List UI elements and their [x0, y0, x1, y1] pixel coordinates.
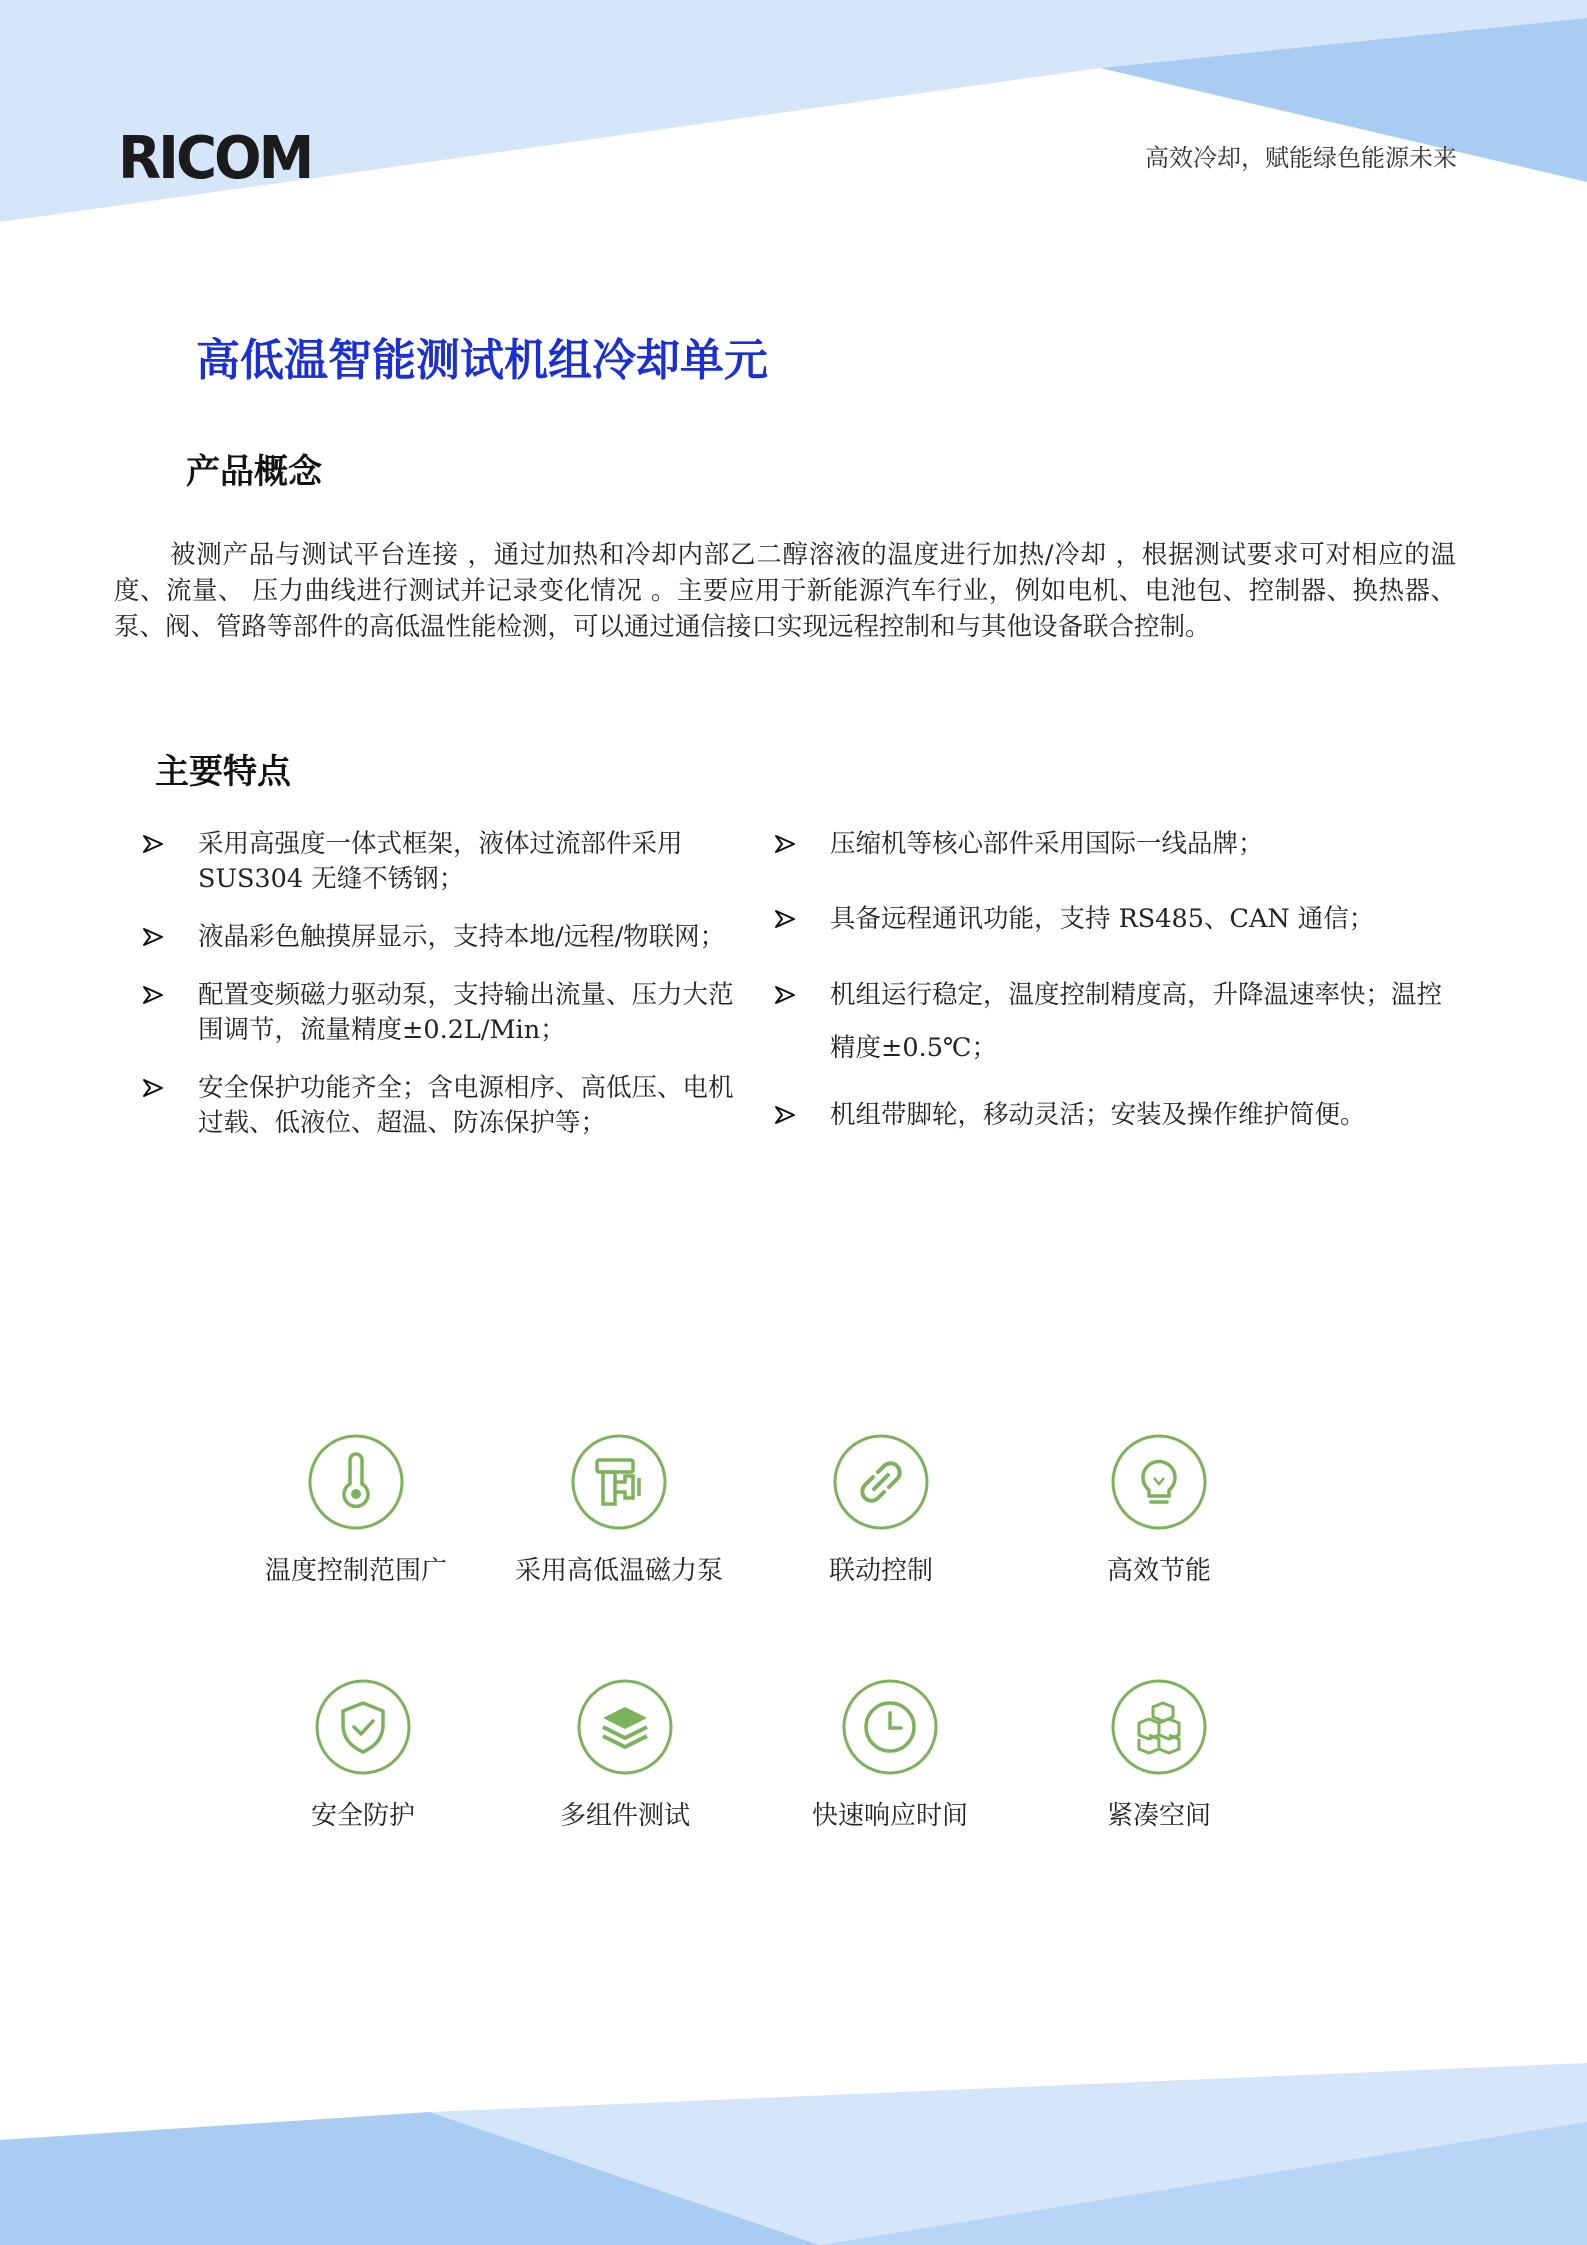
- feature-item: [772, 969, 1462, 1075]
- lightbulb-icon: [1109, 1432, 1209, 1532]
- feature-text: 压缩机等核心部件采用国际一线品牌；: [830, 829, 1264, 859]
- arrow-bullet-icon: [774, 833, 796, 855]
- icon-label: 采用高低温磁力泵: [514, 1556, 723, 1586]
- feature-text: 液晶彩色触摸屏显示，支持本地/远程/物联网；: [198, 922, 726, 952]
- feature-text: 机组运行稳定，温度控制精度高，升降温速率快；温控精度±0.5℃；: [830, 980, 1443, 1063]
- arrow-bullet-icon: [774, 1104, 796, 1126]
- feature-item: [772, 827, 1462, 862]
- feature-text: 采用高强度一体式框架，液体过流部件采用 SUS304 无缝不锈钢；: [198, 829, 683, 894]
- page-title: 高低温智能测试机组冷却单元: [196, 335, 768, 386]
- arrow-bullet-icon: [142, 1077, 164, 1099]
- feature-text: 机组带脚轮，移动灵活；安装及操作维护简便。: [830, 1100, 1366, 1130]
- layers-icon: [575, 1677, 675, 1777]
- feature-item: [140, 920, 740, 955]
- features-right-list: [772, 827, 1462, 1133]
- pump-icon: [569, 1432, 669, 1532]
- feature-item: [140, 978, 740, 1048]
- header-tagline: 高效冷却，赋能绿色能源未来: [1145, 144, 1457, 172]
- ricom-logo: RICOM: [118, 124, 312, 193]
- icon-label: 快速响应时间: [811, 1801, 968, 1831]
- boxes-icon: [1109, 1677, 1209, 1777]
- concept-paragraph: 被测产品与测试平台连接 ，通过加热和冷却内部乙二醇溶液的温度进行加热/冷却 ，根据测试要求可对相应的温度、流量、 压力曲线进行测试并记录变化情况 。主要应用于新能源汽车行业，例如电机、电池包、控制器、换热器、泵、阀、管路等部件的高低温性能检测，可以通过通信接口实现远程控制和与其他设备联合控制。: [114, 540, 1456, 642]
- link-icon: [831, 1432, 931, 1532]
- shield-icon: [313, 1677, 413, 1777]
- feature-icon-temperature: [226, 1432, 486, 1587]
- feature-icon-linkage: [751, 1432, 1011, 1587]
- feature-icon-energy: [1029, 1432, 1289, 1587]
- features-left-list: [140, 827, 740, 1164]
- feature-icon-safety: [233, 1677, 493, 1832]
- arrow-bullet-icon: [142, 833, 164, 855]
- arrow-bullet-icon: [142, 926, 164, 948]
- icon-label: 多组件测试: [559, 1801, 690, 1831]
- icon-label: 紧凑空间: [1106, 1801, 1211, 1831]
- feature-item: [140, 1071, 740, 1141]
- clock-icon: [840, 1677, 940, 1777]
- feature-icon-compact: [1029, 1677, 1289, 1832]
- feature-text: 安全保护功能齐全；含电源相序、高低压、电机过载、低液位、超温、防冻保护等；: [198, 1073, 734, 1138]
- icon-label: 安全防护: [310, 1801, 415, 1831]
- concept-heading: 产品概念: [186, 452, 322, 492]
- feature-item: [772, 1098, 1462, 1133]
- feature-text: 配置变频磁力驱动泵，支持输出流量、压力大范围调节，流量精度±0.2L/Min；: [198, 980, 734, 1045]
- arrow-bullet-icon: [774, 908, 796, 930]
- icon-label: 温度控制范围广: [264, 1556, 447, 1586]
- feature-item: [140, 827, 740, 897]
- arrow-bullet-icon: [142, 984, 164, 1006]
- feature-icon-multi-component: [495, 1677, 755, 1832]
- icon-label: 高效节能: [1106, 1556, 1211, 1586]
- thermometer-icon: [306, 1432, 406, 1532]
- features-heading: 主要特点: [155, 752, 291, 792]
- feature-icon-response: [760, 1677, 1020, 1832]
- icon-label: 联动控制: [828, 1556, 933, 1586]
- feature-item: [772, 902, 1462, 937]
- feature-icon-pump: [489, 1432, 749, 1587]
- arrow-bullet-icon: [774, 984, 796, 1006]
- feature-text: 具备远程通讯功能，支持 RS485、CAN 通信；: [830, 904, 1375, 934]
